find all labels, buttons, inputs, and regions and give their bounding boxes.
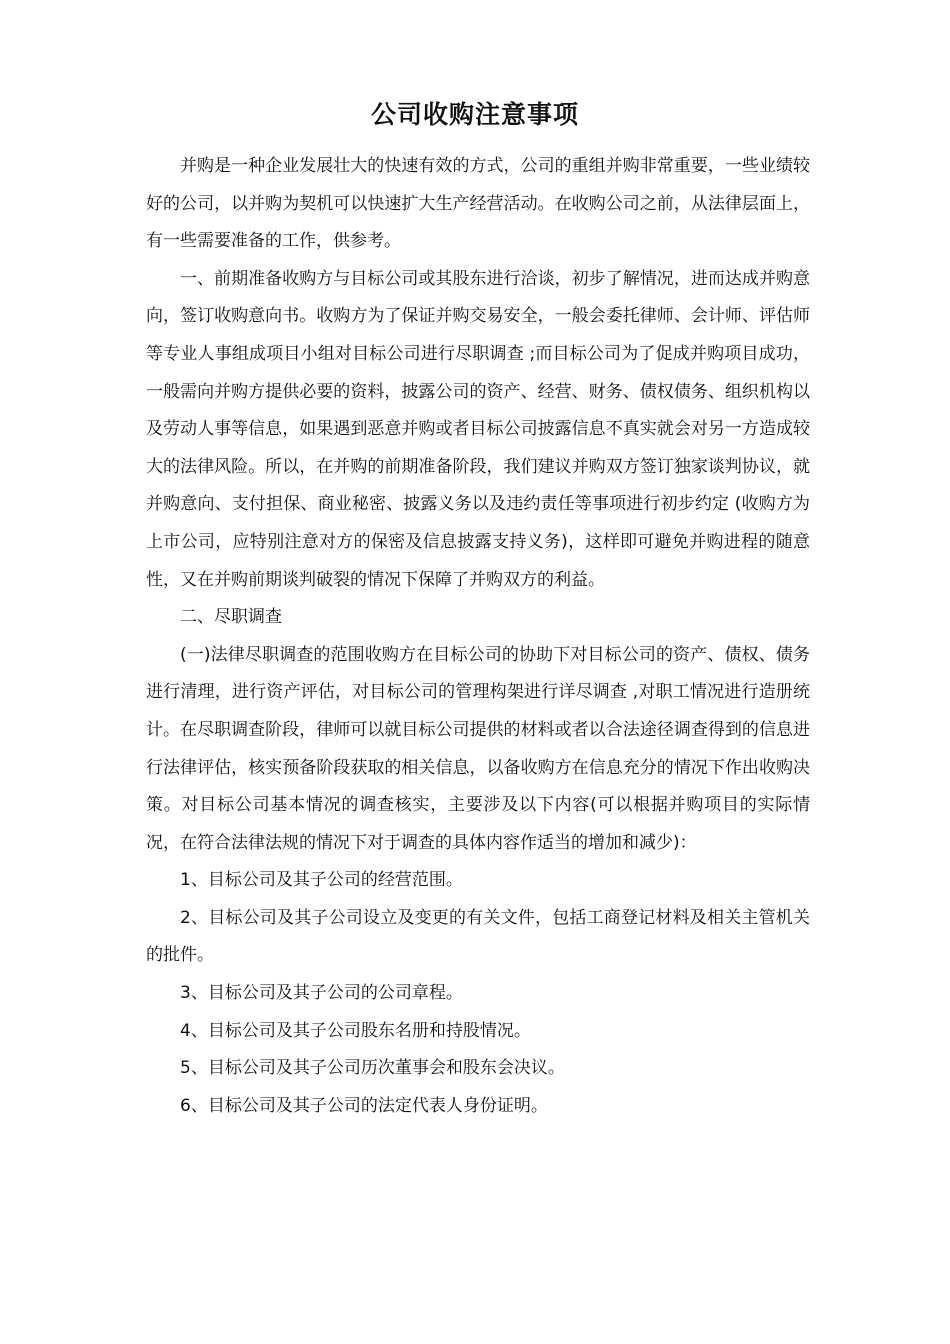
document-title: 公司收购注意事项 xyxy=(370,100,579,129)
list-item: 5、目标公司及其子公司历次董事会和股东会决议。 xyxy=(180,1058,565,1079)
list-item: 6、目标公司及其子公司的法定代表人身份证明。 xyxy=(180,1095,548,1116)
section-1-paragraph: 一、前期准备收购方与目标公司或其股东进行洽谈，初步了解情况，进而达成并购意向，签订收购意向书。收购方为了保证并购交易安全，一般会委托律师、会计师、评估师等专业人事组成项目小组对目标公司进行尽职调查 ;而目标公司为了促成并购项目成功，一般需向并购方提供必要的资料，披露公司的资产、经营、财务、债权债务、组织机构以及劳动人事等信息，如果遇到恶意并购或者目标公司披露信息不真实就会对另一方造成较大的法律风险。所以，在并购的前期准备阶段，我们建议并购双方签订独家谈判协议，就并购意向、支付担保、商业秘密、披露义务以及违约责任等事项进行初步约定 (收购方为上市公司，应特别注意对方的保密及信息披露支持义务)，这样即可避免并购进程的随意性，又在并购前期谈判破裂的情况下保障了并购双方的利益。 xyxy=(146,268,810,590)
list-item: 1、目标公司及其子公司的经营范围。 xyxy=(180,870,463,891)
list-item: 3、目标公司及其子公司的公司章程。 xyxy=(180,983,463,1004)
list-item: 4、目标公司及其子公司股东名册和持股情况。 xyxy=(180,1020,531,1041)
document-body xyxy=(146,148,810,1125)
section-2-heading: 二、尽职调查 xyxy=(180,607,282,628)
intro-paragraph: 并购是一种企业发展壮大的快速有效的方式，公司的重组并购非常重要，一些业绩较好的公司，以并购为契机可以快速扩大生产经营活动。在收购公司之前，从法律层面上，有一些需要准备的工作，供参考。 xyxy=(146,156,810,252)
list-item: 2、目标公司及其子公司设立及变更的有关文件，包括工商登记材料及相关主管机关的批件。 xyxy=(146,907,810,966)
due-diligence-scope-paragraph: (一)法律尽职调查的范围收购方在目标公司的协助下对目标公司的资产、债权、债务进行清理，进行资产评估，对目标公司的管理构架进行详尽调查 ,对职工情况进行造册统计。在尽职调查阶段，律师可以就目标公司提供的材料或者以合法途径调查得到的信息进行法律评估，核实预备阶段获取的相关信息，以备收购方在信息充分的情况下作出收购决策。对目标公司基本情况的调查核实，主要涉及以下内容(可以根据并购项目的实际情况，在符合法律法规的情况下对于调查的具体内容作适当的增加和减少)： xyxy=(146,644,810,853)
